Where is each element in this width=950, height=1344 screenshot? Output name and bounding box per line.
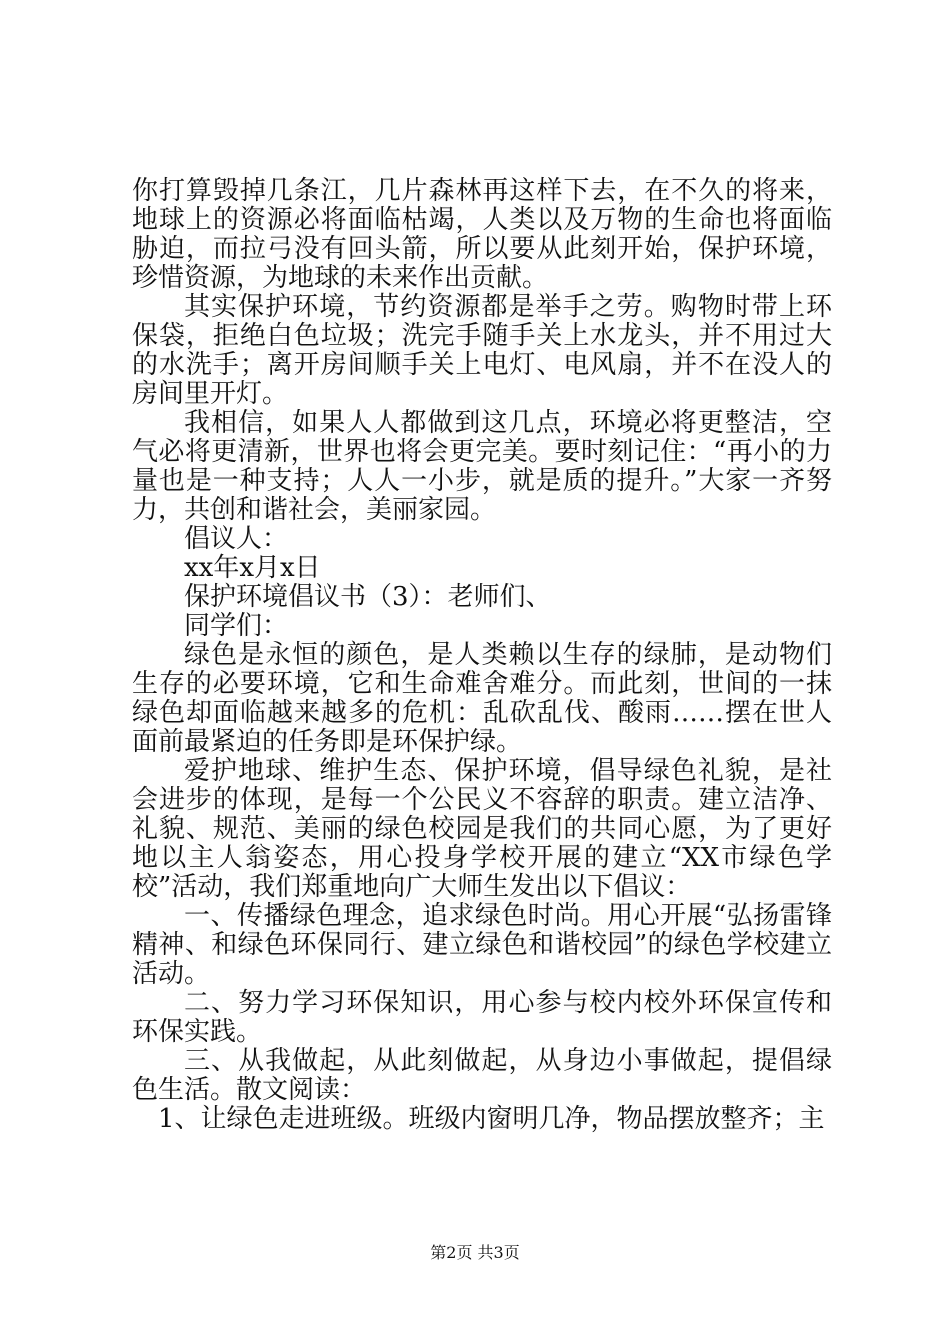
paragraph-belief: 我相信，如果人人都做到这几点，环境必将更整洁，空气必将更清新，世界也将会更完美。要时刻记住：“再小的力量也是一种支持；人人一小步，就是质的提升。”大家一齐努力，共创和谐社会，美丽家园。 [132,408,832,525]
initiator-label: 倡议人： [184,524,289,554]
paragraph-saving-resources: 其实保护环境，节约资源都是举手之劳。购物时带上环保袋，拒绝白色垃圾；洗完手随手关上水龙头，并不用过大的水洗手；离开房间顺手关上电灯、电风扇，并不在没人的房间里开灯。 [132,292,832,409]
page-footer: 第2页 共3页 [430,1243,520,1262]
item-two: 二、努力学习环保知识，用心参与校内校外环保宣传和环保实践。 [132,988,832,1047]
item-three: 三、从我做起，从此刻做起，从身边小事做起，提倡绿色生活。散文阅读： [132,1046,832,1105]
salutation: 同学们： [184,611,289,641]
paragraph-continuation: 你打算毁掉几条江，几片森林再这样下去，在不久的将来，地球上的资源必将面临枯竭，人类以及万物的生命也将面临胁迫，而拉弓没有回头箭，所以要从此刻开始，保护环境，珍惜资源，为地球的未来作出贡献。 [132,176,832,293]
sub-item-one: 1、让绿色走进班级。班级内窗明几净，物品摆放整齐；主 [158,1104,825,1134]
paragraph-protect-earth: 爱护地球、维护生态、保护环境，倡导绿色礼貌，是社会进步的体现，是每一个公民义不容辞的职责。建立洁净、礼貌、规范、美丽的绿色校园是我们的共同心愿，为了更好地以主人翁姿态，用心投身学校开展的建立“XX市绿色学校”活动，我们郑重地向广大师生发出以下倡议： [132,756,832,902]
proposal-title: 保护环境倡议书（3）：老师们、 [184,582,552,612]
item-one: 一、传播绿色理念，追求绿色时尚。用心开展“弘扬雷锋精神、和绿色环保同行、建立绿色和谐校园”的绿色学校建立活动。 [132,901,832,989]
document-body [132,177,832,1134]
date-line: xx年x月x日 [184,553,321,583]
paragraph-green-color: 绿色是永恒的颜色，是人类赖以生存的绿肺，是动物们生存的必要环境，它和生命难舍难分。而此刻，世间的一抹绿色却面临越来越多的危机：乱砍乱伐、酸雨……摆在世人面前最紧迫的任务即是环保护绿。 [132,640,832,757]
